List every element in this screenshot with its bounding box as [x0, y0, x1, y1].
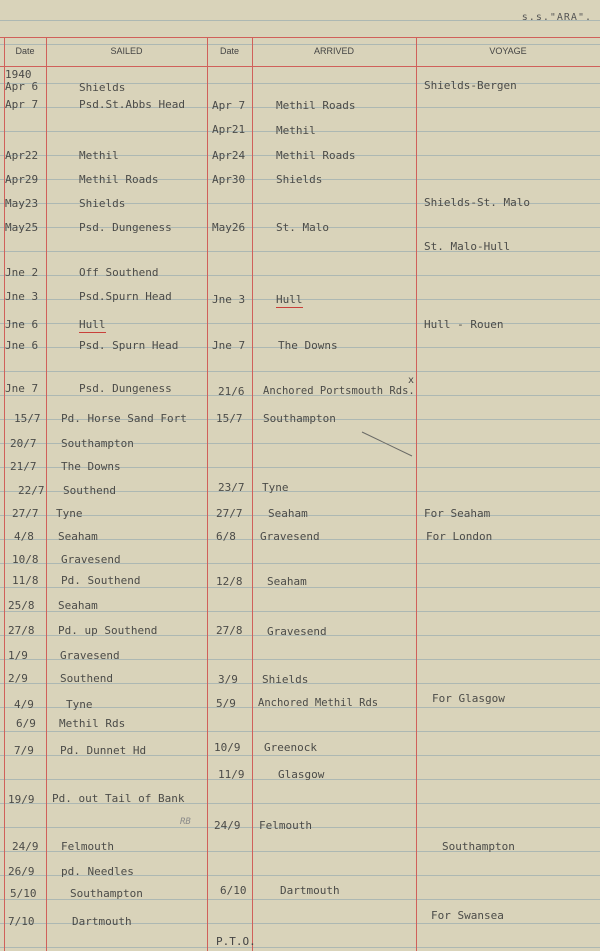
row-date-sailed: 11/8 [12, 574, 39, 587]
row-sailed: Hull [79, 318, 106, 331]
row-date-arrived: Jne 7 [212, 339, 246, 352]
row-date-sailed: Apr 7 [5, 98, 39, 111]
row-date-sailed: Jne 7 [5, 382, 39, 395]
row-sailed: Psd.St.Abbs Head [79, 98, 185, 111]
row-sailed: Pd. Dunnet Hd [60, 744, 147, 757]
initials-mark: RB [180, 817, 191, 827]
row-date-sailed: Jne 3 [5, 290, 39, 303]
row-sailed: Shields [79, 197, 126, 210]
row-date-sailed: 25/8 [8, 599, 35, 612]
header-date-arrived: Date [219, 46, 239, 56]
row-sailed: Tyne [56, 507, 83, 520]
row-sailed: The Downs [61, 460, 121, 473]
row-sailed: Pd. Southend [61, 574, 141, 587]
row-date-arrived: 3/9 [218, 673, 238, 686]
row-arrived: Gravesend [267, 625, 327, 638]
row-date-sailed: 27/8 [8, 624, 35, 637]
row-date-arrived: Apr24 [212, 149, 246, 162]
row-arrived: Felmouth [259, 819, 312, 832]
row-arrived: Seaham [267, 575, 307, 588]
row-date-sailed: 24/9 [12, 840, 39, 853]
row-arrived: Tyne [262, 481, 289, 494]
row-voyage: Southampton [442, 840, 515, 853]
row-date-arrived: Apr21 [212, 123, 246, 136]
row-date-sailed: Jne 6 [5, 318, 39, 331]
row-date-sailed: 19/9 [8, 793, 35, 806]
row-voyage: St. Malo-Hull [424, 240, 511, 253]
row-date-sailed: Jne 6 [5, 339, 39, 352]
row-date-arrived: 11/9 [218, 768, 245, 781]
row-sailed: Shields [79, 81, 126, 94]
row-sailed: Methil [79, 149, 119, 162]
row-sailed: Psd. Dungeness [79, 382, 172, 395]
row-sailed: Gravesend [60, 649, 120, 662]
row-date-sailed: 4/8 [14, 530, 34, 543]
header-top-rule [0, 37, 600, 38]
row-date-sailed: Jne 2 [5, 266, 39, 279]
row-date-arrived: 27/8 [216, 624, 243, 637]
row-date-sailed: 27/7 [12, 507, 39, 520]
row-date-sailed: 10/8 [12, 553, 39, 566]
row-arrived: Anchored Methil Rds [258, 697, 379, 709]
row-sailed: Southampton [61, 437, 134, 450]
row-arrived: Methil [276, 124, 316, 137]
ship-title: s.s."ARA". [521, 12, 592, 23]
row-date-sailed: Apr22 [5, 149, 39, 162]
col-rule-3 [252, 37, 253, 951]
row-sailed: Off Southend [79, 266, 159, 279]
row-voyage: For London [426, 530, 493, 543]
row-date-arrived: Jne 3 [212, 293, 246, 306]
pencil-stroke [360, 430, 415, 460]
row-arrived: St. Malo [276, 221, 329, 234]
row-arrived: Shields [276, 173, 323, 186]
row-sailed: Pd. Horse Sand Fort [61, 412, 187, 425]
row-date-arrived: May26 [212, 221, 246, 234]
row-date-sailed: 6/9 [16, 717, 36, 730]
row-date-sailed: 1940 [5, 68, 32, 81]
row-date-arrived: Apr 7 [212, 99, 246, 112]
row-arrived: Methil Roads [276, 149, 356, 162]
row-sailed: Pd. up Southend [58, 624, 158, 637]
row-voyage: Shields-St. Malo [424, 196, 530, 209]
row-voyage: Hull - Rouen [424, 318, 504, 331]
row-sailed: Southend [63, 484, 116, 497]
row-date-sailed: 7/10 [8, 915, 35, 928]
row-date-arrived: 10/9 [214, 741, 241, 754]
row-arrived: Greenock [264, 741, 317, 754]
row-date-sailed: Apr 6 [5, 80, 39, 93]
row-date-sailed: 22/7 [18, 484, 45, 497]
row-date-arrived: Apr30 [212, 173, 246, 186]
row-date-arrived: 24/9 [214, 819, 241, 832]
row-date-arrived: 23/7 [218, 481, 245, 494]
header-date-sailed: Date [15, 46, 35, 56]
row-date-sailed: 15/7 [14, 412, 41, 425]
row-sailed: Gravesend [61, 553, 121, 566]
header-sailed: SAILED [110, 46, 143, 56]
row-date-sailed: 20/7 [10, 437, 37, 450]
row-arrived: Hull [276, 293, 303, 306]
col-rule-2 [207, 37, 208, 951]
row-sailed: Pd. out Tail of Bank [52, 792, 185, 805]
row-date-sailed: 2/9 [8, 672, 28, 685]
row-arrived: Seaham [268, 507, 308, 520]
row-date-arrived: 27/7 [216, 507, 243, 520]
row-arrived: Glasgow [278, 768, 325, 781]
row-arrived: Dartmouth [280, 884, 340, 897]
row-arrived: The Downs [278, 339, 338, 352]
row-date-arrived: 12/8 [216, 575, 243, 588]
row-date-arrived: 5/9 [216, 697, 236, 710]
row-date-arrived: 6/8 [216, 530, 236, 543]
row-sailed: Tyne [66, 698, 93, 711]
row-date-sailed: May23 [5, 197, 39, 210]
row-sailed: pd. Needles [61, 865, 134, 878]
row-sailed: Seaham [58, 599, 98, 612]
row-sailed: Southend [60, 672, 113, 685]
col-rule-4 [416, 37, 417, 951]
header-voyage: VOYAGE [489, 46, 527, 56]
pto-footer: P.T.O. [216, 935, 256, 948]
row-sailed: Seaham [58, 530, 98, 543]
row-date-sailed: 4/9 [14, 698, 34, 711]
row-sailed: Psd. Dungeness [79, 221, 172, 234]
row-sailed: Dartmouth [72, 915, 132, 928]
row-sailed: Southampton [70, 887, 143, 900]
row-arrived: Methil Roads [276, 99, 356, 112]
row-arrived: Southampton [263, 412, 336, 425]
header-arrived: ARRIVED [313, 46, 354, 56]
row-voyage: For Seaham [424, 507, 491, 520]
col-rule-1 [46, 37, 47, 951]
row-date-sailed: 21/7 [10, 460, 37, 473]
row-date-arrived: 15/7 [216, 412, 243, 425]
row-sailed: Psd.Spurn Head [79, 290, 172, 303]
header-bottom-rule [0, 66, 600, 67]
row-arrived: Shields [262, 673, 309, 686]
row-date-sailed: 1/9 [8, 649, 28, 662]
row-arrived: Anchored Portsmouth Rds. [263, 385, 415, 397]
row-date-sailed: 26/9 [8, 865, 35, 878]
correction-x-mark: x [408, 375, 415, 386]
row-voyage: For Swansea [431, 909, 504, 922]
row-sailed: Methil Rds [59, 717, 126, 730]
row-voyage: For Glasgow [432, 692, 505, 705]
row-voyage: Shields-Bergen [424, 79, 517, 92]
row-date-sailed: 5/10 [10, 887, 37, 900]
row-date-sailed: Apr29 [5, 173, 39, 186]
row-sailed: Methil Roads [79, 173, 159, 186]
row-date-arrived: 6/10 [220, 884, 247, 897]
row-sailed: Psd. Spurn Head [79, 339, 179, 352]
row-date-sailed: May25 [5, 221, 39, 234]
row-sailed: Felmouth [61, 840, 114, 853]
row-date-sailed: 7/9 [14, 744, 34, 757]
row-arrived: Gravesend [260, 530, 320, 543]
row-date-arrived: 21/6 [218, 385, 245, 398]
